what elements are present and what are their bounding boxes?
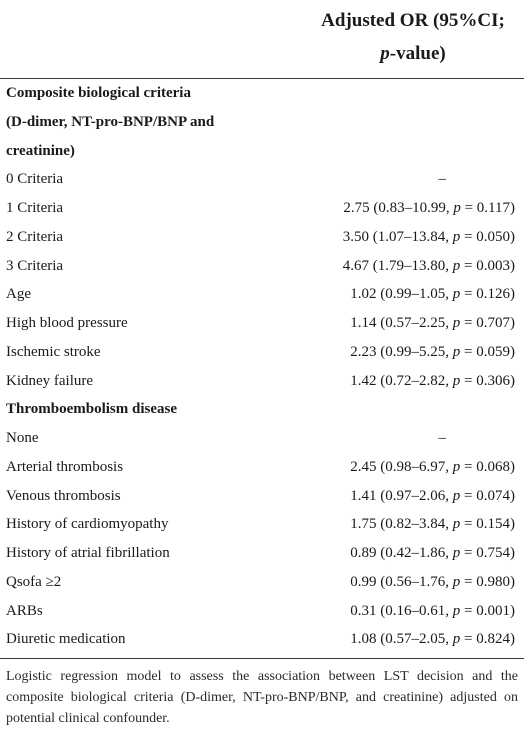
row-label: Kidney failure xyxy=(6,372,94,389)
or-ci-text: 1.08 (0.57–2.05, xyxy=(350,631,453,648)
p-value: 0.306 xyxy=(476,372,510,389)
p-symbol: p xyxy=(452,228,461,245)
group-header-row xyxy=(0,79,524,108)
odds-ratio-cell xyxy=(343,223,515,252)
row-label: History of atrial fibrillation xyxy=(6,545,170,561)
equals-sign: = xyxy=(460,257,477,274)
close-paren: ) xyxy=(510,343,515,360)
table-row xyxy=(0,539,524,568)
p-value: 0.117 xyxy=(476,200,510,216)
table-row xyxy=(0,568,524,597)
p-value: 0.074 xyxy=(476,487,510,504)
column-header-line2-rest: -value) xyxy=(389,43,446,64)
table-row xyxy=(0,424,524,453)
row-label: creatinine) xyxy=(6,142,75,159)
p-value: 0.059 xyxy=(476,343,510,360)
odds-ratio-cell xyxy=(350,482,515,511)
equals-sign: = xyxy=(460,372,477,389)
table-footnote: Logistic regression model to assess the association between LST decision and the composite biological criteria (D-dimer, NT-pro-BNP/BNP, and creatinine) adjusted on potential clinical confounder. xyxy=(6,669,518,726)
close-paren: ) xyxy=(510,257,515,274)
equals-sign: = xyxy=(460,286,477,303)
or-ci-text: 1.14 (0.57–2.25, xyxy=(350,315,453,331)
equals-sign: = xyxy=(460,602,477,619)
row-label: Arterial thrombosis xyxy=(6,458,124,475)
column-header-line2 xyxy=(308,37,518,70)
row-label: (D-dimer, NT-pro-BNP/BNP and xyxy=(6,113,215,130)
or-ci-text: 1.02 (0.99–1.05, xyxy=(350,286,453,303)
row-label: ARBs xyxy=(6,602,43,619)
odds-ratio-cell xyxy=(343,252,515,281)
table-row xyxy=(0,367,524,396)
or-ci-text: 4.67 (1.79–13.80, xyxy=(342,257,453,274)
table-row xyxy=(0,510,524,539)
odds-ratio-cell xyxy=(350,453,515,482)
close-paren: ) xyxy=(510,200,515,216)
reference-dash: – xyxy=(438,430,446,446)
p-symbol: p xyxy=(452,545,461,561)
close-paren: ) xyxy=(510,315,515,331)
row-label: Age xyxy=(6,286,31,303)
table-row xyxy=(0,165,524,194)
table-row xyxy=(0,194,524,223)
p-symbol: p xyxy=(452,602,461,619)
table-row xyxy=(0,309,524,338)
row-label: Ischemic stroke xyxy=(6,343,101,360)
or-ci-text: 2.23 (0.99–5.25, xyxy=(350,343,453,360)
row-label: None xyxy=(6,430,39,446)
close-paren: ) xyxy=(510,458,515,475)
p-symbol: p xyxy=(452,631,461,648)
p-symbol: p xyxy=(452,458,461,475)
row-label: 2 Criteria xyxy=(6,228,64,245)
p-symbol: p xyxy=(452,516,461,533)
or-ci-text: 1.42 (0.72–2.82, xyxy=(350,372,453,389)
equals-sign: = xyxy=(460,631,477,648)
or-ci-text: 0.99 (0.56–1.76, xyxy=(350,573,453,590)
p-symbol: p xyxy=(452,315,461,331)
group-header-row xyxy=(0,137,524,166)
or-ci-text: 1.75 (0.82–3.84, xyxy=(350,516,453,533)
p-symbol: p xyxy=(452,573,461,590)
p-value: 0.068 xyxy=(476,458,510,475)
row-label: History of cardiomyopathy xyxy=(6,516,169,533)
column-header-line1: Adjusted OR (95%CI; xyxy=(321,10,505,31)
odds-ratio-cell xyxy=(350,367,515,396)
odds-ratio-cell xyxy=(343,194,515,223)
table-row xyxy=(0,482,524,511)
equals-sign: = xyxy=(460,458,477,475)
close-paren: ) xyxy=(510,631,515,648)
or-ci-text: 2.45 (0.98–6.97, xyxy=(350,458,453,475)
equals-sign: = xyxy=(460,315,477,331)
close-paren: ) xyxy=(510,545,515,561)
row-label: High blood pressure xyxy=(6,315,128,331)
odds-ratio-cell xyxy=(350,597,515,626)
odds-ratio-cell xyxy=(350,625,515,654)
p-symbol: p xyxy=(380,43,390,64)
reference-dash: – xyxy=(438,171,446,188)
odds-ratio-cell xyxy=(350,510,515,539)
equals-sign: = xyxy=(460,573,477,590)
table-row xyxy=(0,338,524,367)
p-value: 0.824 xyxy=(476,631,510,648)
p-symbol: p xyxy=(453,200,461,216)
or-ci-text: 0.89 (0.42–1.86, xyxy=(350,545,453,561)
close-paren: ) xyxy=(510,516,515,533)
table-row xyxy=(0,252,524,281)
row-label: Diuretic medication xyxy=(6,631,126,648)
p-symbol: p xyxy=(452,372,461,389)
row-label: Venous thrombosis xyxy=(6,487,121,504)
close-paren: ) xyxy=(510,573,515,590)
row-label: 3 Criteria xyxy=(6,257,64,274)
row-label: 1 Criteria xyxy=(6,200,64,216)
p-symbol: p xyxy=(452,257,461,274)
close-paren: ) xyxy=(510,228,515,245)
column-header-adjusted-or xyxy=(308,4,518,70)
p-value: 0.003 xyxy=(476,257,510,274)
close-paren: ) xyxy=(510,487,515,504)
equals-sign: = xyxy=(460,228,477,245)
or-ci-text: 3.50 (1.07–13.84, xyxy=(342,228,453,245)
close-paren: ) xyxy=(510,286,515,303)
equals-sign: = xyxy=(460,516,477,533)
equals-sign: = xyxy=(460,343,477,360)
p-symbol: p xyxy=(452,487,461,504)
table-row xyxy=(0,597,524,626)
p-value: 0.126 xyxy=(476,286,510,303)
p-symbol: p xyxy=(452,286,461,303)
or-ci-text: 1.41 (0.97–2.06, xyxy=(350,487,453,504)
odds-ratio-cell xyxy=(350,568,515,597)
or-ci-text: 2.75 (0.83–10.99, xyxy=(343,200,454,216)
equals-sign: = xyxy=(460,487,477,504)
group-header-row xyxy=(0,395,524,424)
close-paren: ) xyxy=(510,602,515,619)
table-header xyxy=(0,0,524,78)
p-value: 0.154 xyxy=(476,516,510,533)
row-label: 0 Criteria xyxy=(6,171,64,188)
table-bottom-rule xyxy=(0,658,524,659)
odds-ratio-cell xyxy=(350,338,515,367)
row-label: Qsofa ≥2 xyxy=(6,573,62,590)
row-label: Composite biological criteria xyxy=(6,85,191,101)
p-symbol: p xyxy=(452,343,461,360)
odds-ratio-cell xyxy=(350,539,515,568)
table-row xyxy=(0,280,524,309)
table-row xyxy=(0,223,524,252)
p-value: 0.001 xyxy=(476,602,510,619)
table-body xyxy=(0,79,524,654)
p-value: 0.050 xyxy=(476,228,510,245)
row-label: Thromboembolism disease xyxy=(6,401,177,418)
p-value: 0.754 xyxy=(476,545,510,561)
equals-sign: = xyxy=(460,200,477,216)
odds-ratio-cell xyxy=(350,309,515,338)
table-row xyxy=(0,453,524,482)
group-header-row xyxy=(0,108,524,137)
close-paren: ) xyxy=(510,372,515,389)
p-value: 0.707 xyxy=(476,315,510,331)
odds-ratio-cell xyxy=(350,280,515,309)
p-value: 0.980 xyxy=(476,573,510,590)
table-row xyxy=(0,625,524,654)
or-ci-text: 0.31 (0.16–0.61, xyxy=(350,602,453,619)
equals-sign: = xyxy=(460,545,477,561)
